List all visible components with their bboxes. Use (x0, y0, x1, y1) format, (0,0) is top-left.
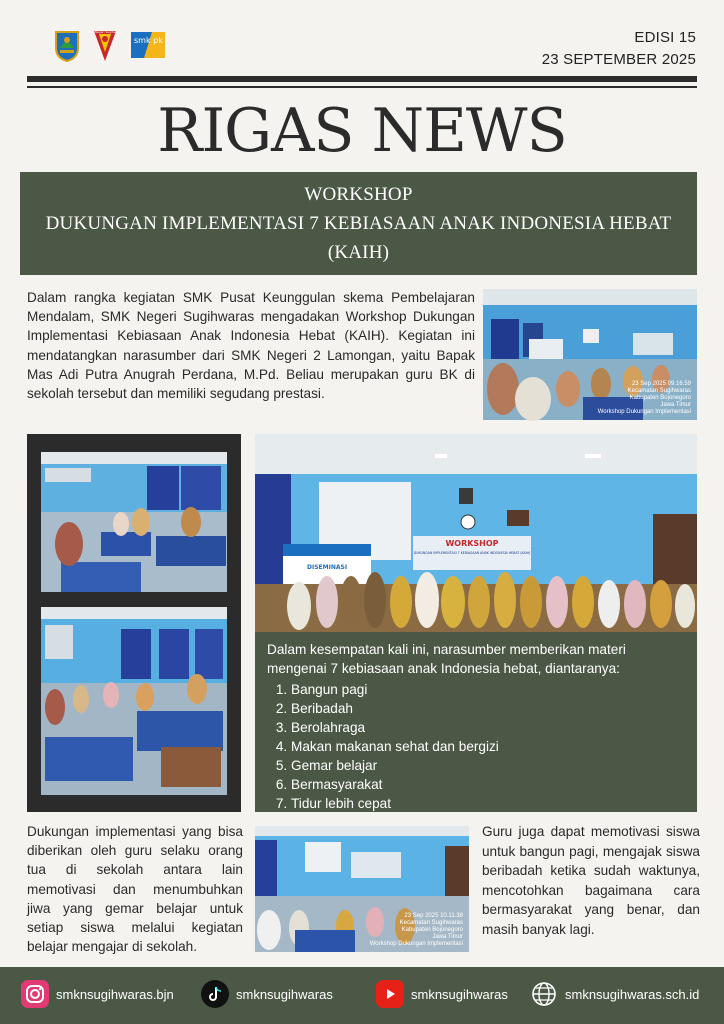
header-rule-thick (27, 76, 697, 82)
motivation-paragraph: Guru juga dapat memotivasi siswa untuk bangun pagi, mengajak siswa beribadah ketika sudah waktunya, mencotohkan bagaimana cara bermasyarakat yang benar, dan masih banyak lagi. (482, 824, 700, 937)
svg-text:DISEMINASI: DISEMINASI (307, 564, 348, 571)
intro-paragraph: Dalam rangka kegiatan SMK Pusat Keunggulan skema Pembelajaran Mendalam, SMK Negeri Sugihwaras mengadakan Workshop Dukungan Implementasi Kebiasaan Anak Indonesia Hebat (KAIH). Kegiatan ini mendatangkan narasumber dari SMK Negeri 2 Lamongan, yaitu Bapak Mas Adi Putra Anugrah Perdana, M.Pd. Beliau merupakan guru BK di sekolah tersebut dan memiliki segudang prestasi. (27, 290, 475, 402)
tiktok-icon (201, 980, 229, 1008)
photo-timestamp-bottom: 23 Sep 2025 10.11.38 Kecamatan Sugihwaras Kabupaten Bojonegoro Jawa Timur Workshop Dukungan Implementasi (369, 913, 463, 947)
photo-timestamp-top: 23 Sep 2025 09.16.59 Kecamatan Sugihwaras Kabupaten Bojonegoro Jawa Timur Workshop Dukungan Implementasi (597, 381, 691, 415)
materi-box (255, 632, 697, 812)
list-item: 2. Beribadah (291, 699, 685, 718)
list-item: 1. Bangun pagi (291, 680, 685, 699)
globe-icon (530, 980, 558, 1008)
list-item: 6. Bermasyarakat (291, 775, 685, 794)
edition-info (542, 27, 696, 71)
headline-line-1: WORKSHOP (304, 184, 413, 205)
youtube-handle: smknsugihwaras (411, 986, 508, 1002)
youtube-icon (376, 980, 404, 1008)
classroom-photo-top (483, 289, 697, 420)
materi-intro: Dalam kesempatan kali ini, narasumber memberikan materi mengenai 7 kebiasaan anak Indonesia hebat, diantaranya: (267, 642, 626, 676)
group-photo (255, 434, 697, 632)
list-item: 7. Tidur lebih cepat (291, 794, 685, 813)
svg-text:WORKSHOP: WORKSHOP (445, 539, 499, 548)
social-website[interactable] (530, 980, 699, 1008)
edition-date: 23 SEPTEMBER 2025 (541, 51, 696, 68)
logo-group (54, 28, 166, 62)
east-java-emblem-logo (54, 28, 80, 62)
classroom-photo-left-1 (41, 452, 227, 592)
headline-line-3: (KAIH) (327, 242, 390, 263)
instagram-handle: smknsugihwaras.bjn (56, 986, 174, 1002)
svg-text:SMK Negeri Sugihwaras: SMK Negeri Sugihwaras (87, 30, 123, 34)
list-item: 4. Makan makanan sehat dan bergizi (291, 737, 685, 756)
website-url: smknsugihwaras.sch.id (565, 986, 700, 1002)
support-paragraph: Dukungan implementasi yang bisa diberikan oleh guru selaku orang tua di sekolah antara lain memotivasi dan menumbuhkan jiwa yang gemar belajar untuk setiap siswa melalui kegiatan belajar mengajar di sekolah. (27, 824, 243, 955)
svg-text:DUKUNGAN IMPLEMENTASI 7 KEBIAS: DUKUNGAN IMPLEMENTASI 7 KEBIASAAN ANAK INDONESIA HEBAT (KAIH) (413, 551, 531, 555)
header-rule-thin (27, 86, 697, 88)
smk-pk-logo (130, 30, 166, 60)
classroom-photo-left-2 (41, 607, 227, 795)
svg-text:smk pk: smk pk (134, 36, 163, 45)
footer-bar (0, 967, 724, 1024)
habit-list (291, 680, 685, 813)
tiktok-handle: smknsugihwaras (236, 986, 333, 1002)
headline-line-2: DUKUNGAN IMPLEMENTASI 7 KEBIASAAN ANAK INDONESIA HEBAT (45, 213, 672, 234)
instagram-icon (21, 980, 49, 1008)
classroom-photo-bottom (255, 826, 469, 952)
social-instagram[interactable] (21, 980, 174, 1008)
masthead-title: RIGAS NEWS (157, 96, 567, 166)
list-item: 3. Berolahraga (291, 718, 685, 737)
social-youtube[interactable] (376, 980, 508, 1008)
headline-band (20, 172, 697, 275)
smk-sugihwaras-logo (87, 28, 123, 62)
social-tiktok[interactable] (201, 980, 333, 1008)
list-item: 5. Gemar belajar (291, 756, 685, 775)
edition-number: EDISI 15 (634, 29, 696, 46)
